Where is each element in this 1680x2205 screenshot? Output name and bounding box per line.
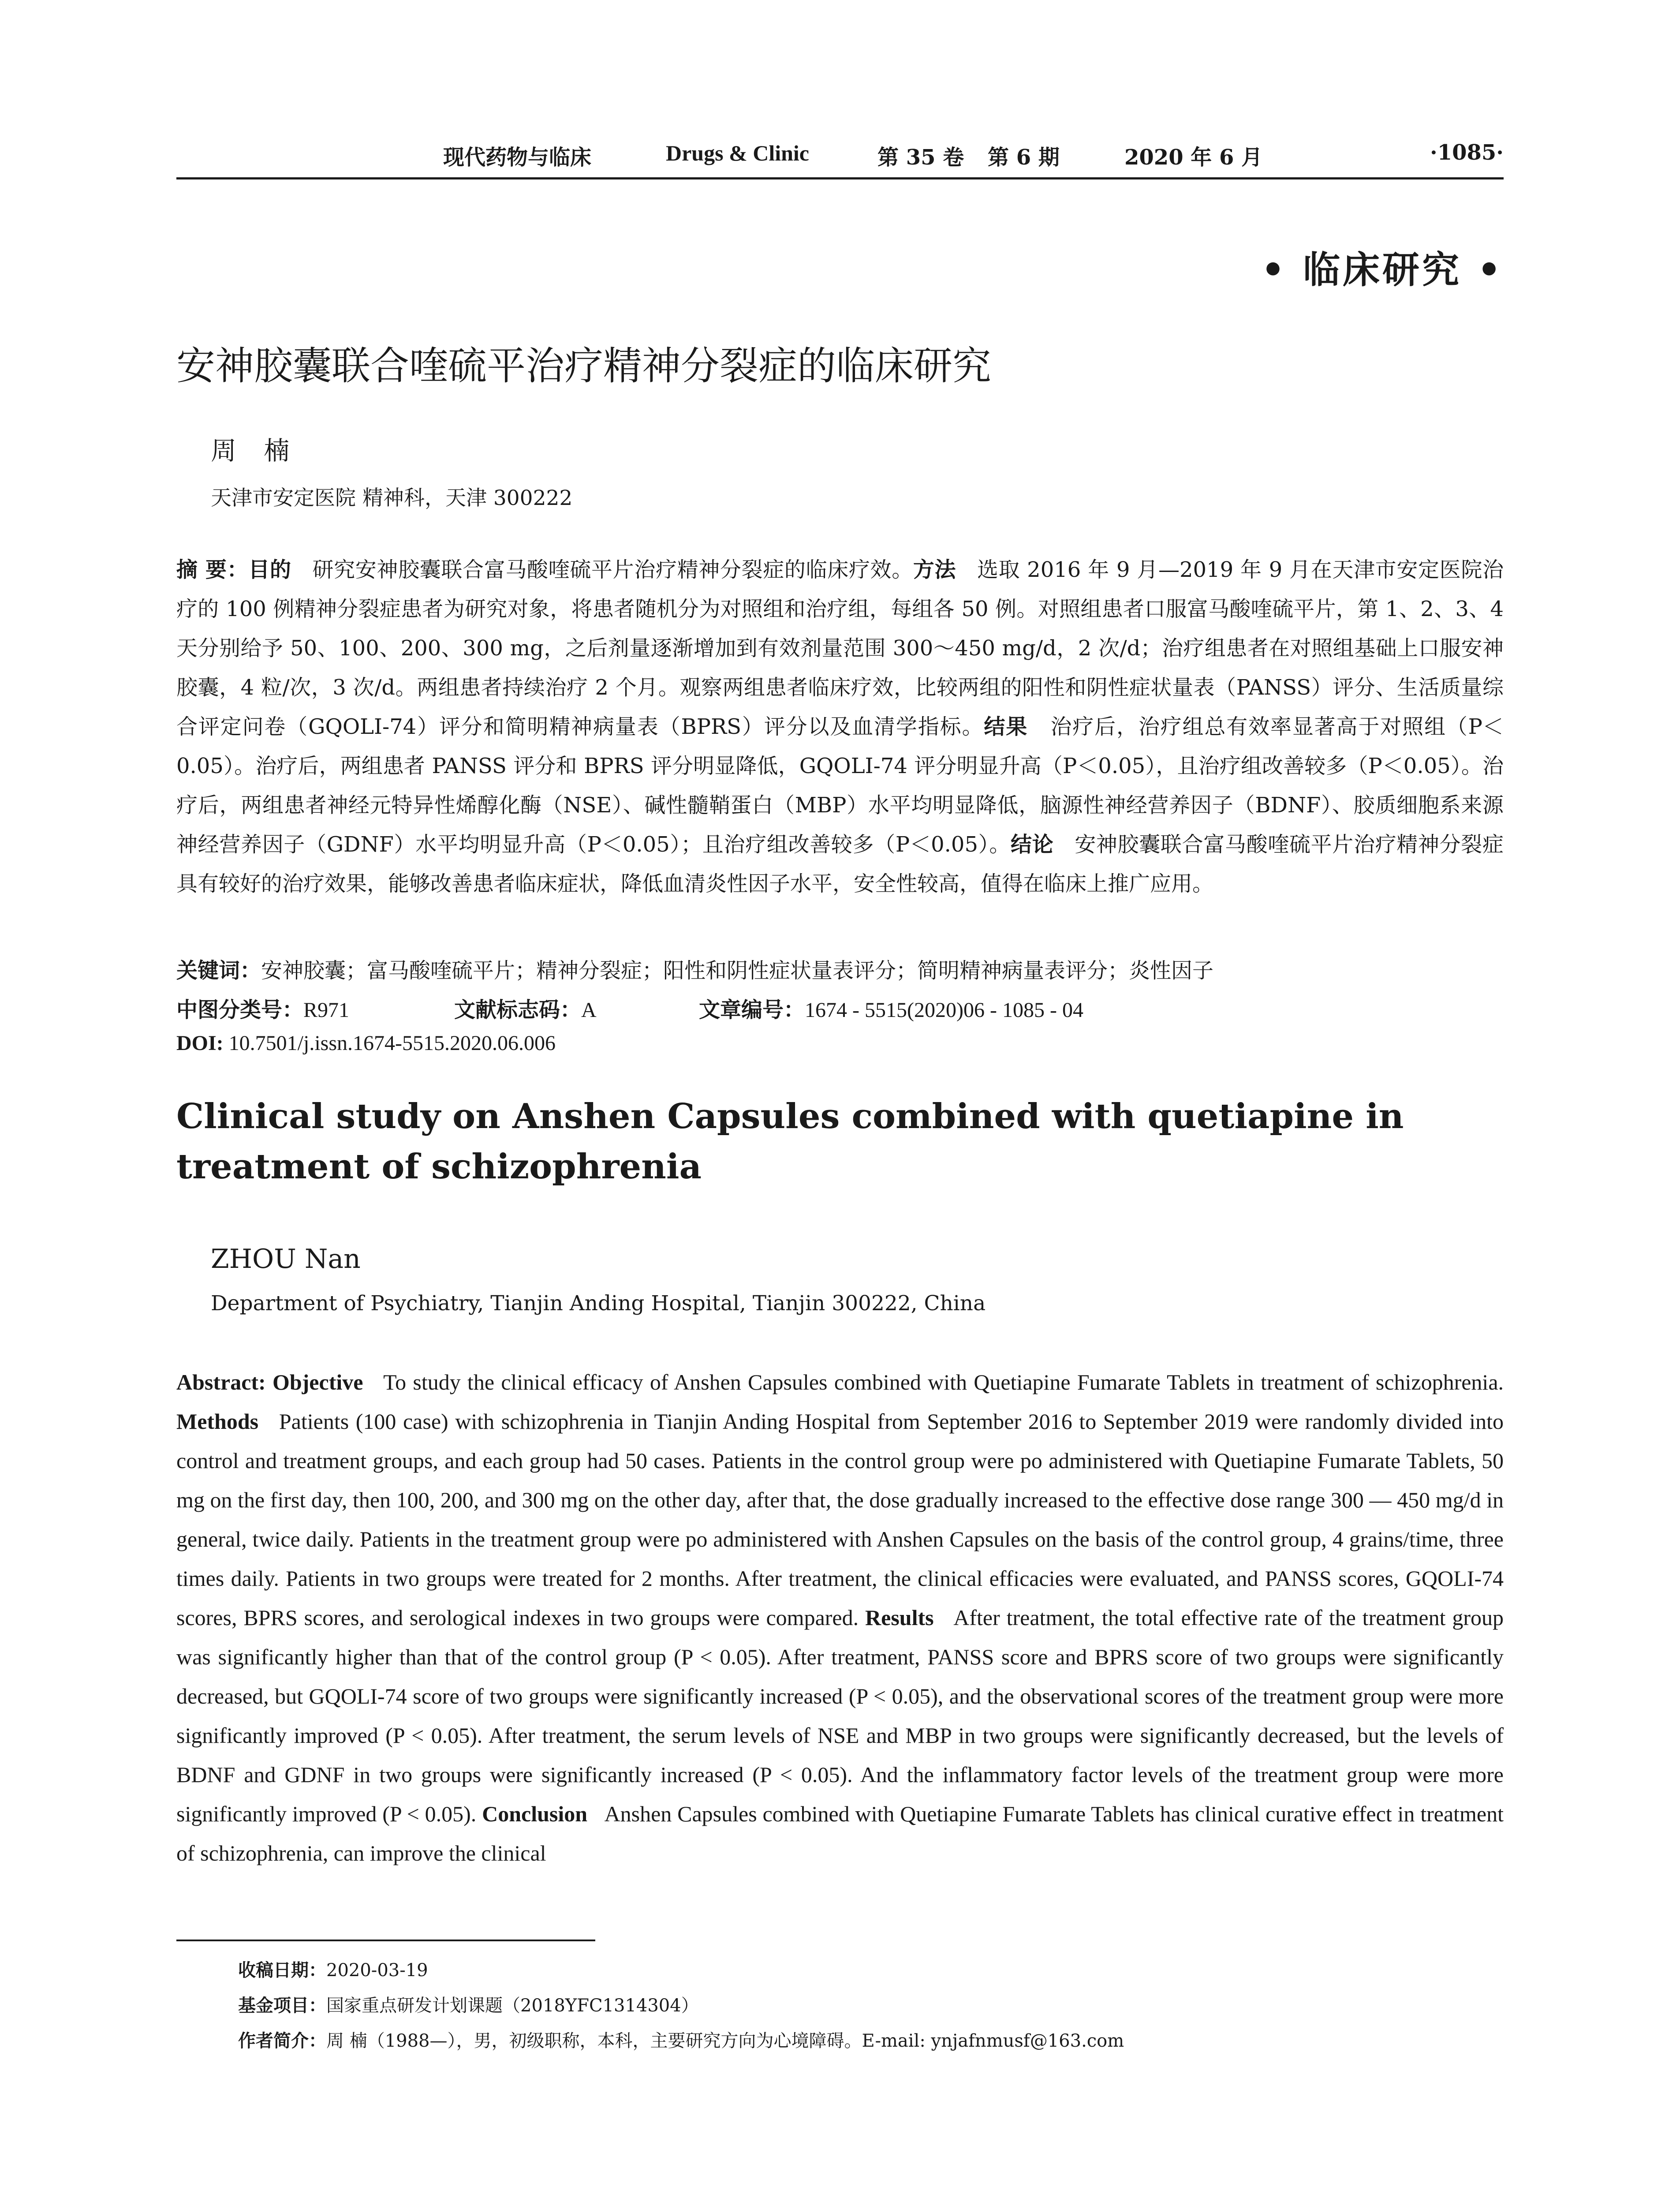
- cn-author: 周 楠: [211, 436, 299, 466]
- footnote-received: 收稿日期：2020-03-19: [238, 1960, 428, 1981]
- doc-code-label: 文献标志码：: [454, 998, 582, 1022]
- page-number: ·1085·: [1430, 140, 1504, 165]
- en-objective-label: Objective: [272, 1370, 363, 1394]
- cn-keywords: [176, 953, 1213, 984]
- volume: 第 35 卷: [877, 145, 964, 170]
- en-conclusion-label: Conclusion: [482, 1801, 588, 1826]
- cn-methods: 选取 2016 年 9 月—2019 年 9 月在天津市安定医院治疗的 100 例精神分裂症患者为研究对象，将患者随机分为对照组和治疗组，每组各 50 例。对照组患者口服富马酸喹硫平片，第 1、2、3、4 天分别给予 50、100、200、300 mg，之后剂量逐渐增加到有效剂量范围 300～450 mg/d，2 次/d；治疗组患者在对照组基础上口服安神胶囊，4 粒/次，3 次/d。两组患者持续治疗 2 个月。观察两组患者临床疗效，比较两组的阳性和阴性症状量表（PANSS）评分、生活质量综合评定问卷（GQOLI-74）评分和简明精神病量表（BPRS）评分以及血清学指标。: [176, 557, 1504, 739]
- en-results-label: Results: [865, 1605, 934, 1630]
- column-label: • 临床研究 •: [1261, 248, 1504, 292]
- article-no-value: 1674 - 5515(2020)06 - 1085 - 04: [805, 998, 1083, 1022]
- cn-classification: [176, 993, 1083, 1023]
- doi-line: [176, 1031, 556, 1055]
- cn-title: 安神胶囊联合喹硫平治疗精神分裂症的临床研究: [176, 343, 992, 389]
- doc-code-value: A: [581, 998, 597, 1022]
- clc-value: R971: [303, 998, 350, 1022]
- cn-objective: 研究安神胶囊联合富马酸喹硫平片治疗精神分裂症的临床疗效。: [312, 557, 913, 582]
- cn-abstract-label: 摘 要：: [176, 557, 249, 582]
- en-methods-label: Methods: [176, 1409, 259, 1434]
- doi-value: 10.7501/j.issn.1674-5515.2020.06.006: [228, 1031, 556, 1055]
- cn-conclusion-label: 结论: [1011, 832, 1054, 857]
- article-no-label: 文章编号：: [699, 998, 805, 1022]
- clc-label: 中图分类号：: [176, 998, 304, 1022]
- en-abstract-label: Abstract:: [176, 1370, 266, 1394]
- issue: 第 6 期: [988, 145, 1060, 170]
- running-header: [176, 140, 1504, 176]
- cn-methods-label: 方法: [913, 557, 956, 582]
- footnote-fund: 基金项目：国家重点研发计划课题（2018YFC1314304）: [238, 1996, 699, 2016]
- journal-name-en: Drugs & Clinic: [666, 141, 809, 165]
- cn-abstract: [176, 550, 1504, 904]
- en-conclusion: Anshen Capsules combined with Quetiapine Fumarate Tablets has clinical curative effect in treatment of schizophrenia, can improve the clinical: [176, 1801, 1504, 1865]
- en-objective: To study the clinical efficacy of Anshen Capsules combined with Quetiapine Fumarate Tablets in treatment of schizophrenia.: [383, 1370, 1504, 1394]
- en-abstract: [176, 1363, 1504, 1873]
- cn-conclusion: 安神胶囊联合富马酸喹硫平片治疗精神分裂症具有较好的治疗效果，能够改善患者临床症状，降低血清炎性因子水平，安全性较高，值得在临床上推广应用。: [176, 832, 1504, 896]
- cn-keywords-label: 关键词：: [176, 958, 261, 983]
- cn-results-label: 结果: [984, 714, 1028, 739]
- en-methods: Patients (100 case) with schizophrenia in Tianjin Anding Hospital from September 2016 to September 2019 were randomly divided into control and treatment groups, and each group had 50 cases. Patients in the control group were po administered with Quetiapine Fumarate Tablets, 50 mg on the first day, then 100, 200, and 300 mg on the other day, after that, the dose gradually increased to the effective dose range 300 — 450 mg/d in general, twice daily. Patients in the treatment group were po administered with Anshen Capsules on the basis of the control group, 4 grains/time, three times daily. Patients in two groups were treated for 2 months. After treatment, the clinical efficacies were evaluated, and PANSS scores, GQOLI-74 scores, BPRS scores, and serological indexes in two groups were compared.: [176, 1409, 1504, 1630]
- en-results: After treatment, the total effective rate of the treatment group was significantly higher than that of the control group (P < 0.05). After treatment, PANSS score and BPRS score of two groups were significantly decreased, but GQOLI-74 score of two groups were significantly increased (P < 0.05), and the observational scores of the treatment group were more significantly improved (P < 0.05). After treatment, the serum levels of NSE and MBP in two groups were significantly decreased, but the levels of BDNF and GDNF in two groups were significantly increased (P < 0.05). And the inflammatory factor levels of the treatment group were more significantly improved (P < 0.05).: [176, 1605, 1504, 1826]
- header-rule: [176, 177, 1504, 179]
- journal-name-cn: 现代药物与临床: [443, 145, 592, 170]
- en-title: Clinical study on Anshen Capsules combined with quetiapine in treatment of schizophrenia: [176, 1096, 1404, 1187]
- footnotes: [238, 1953, 1124, 2059]
- en-author: ZHOU Nan: [211, 1244, 361, 1274]
- cn-keywords-text: 安神胶囊；富马酸喹硫平片；精神分裂症；阳性和阴性症状量表评分；简明精神病量表评分；炎性因子: [261, 958, 1214, 983]
- doi-label: DOI:: [176, 1031, 224, 1055]
- cn-results: 治疗后，治疗组总有效率显著高于对照组（P＜0.05）。治疗后，两组患者 PANSS 评分和 BPRS 评分明显降低，GQOLI-74 评分明显升高（P＜0.05），且治疗组改善较多（P＜0.05）。治疗后，两组患者神经元特异性烯醇化酶（NSE）、碱性髓鞘蛋白（MBP）水平均明显降低，脑源性神经营养因子（BDNF）、胶质细胞系来源神经营养因子（GDNF）水平均明显升高（P＜0.05）；且治疗组改善较多（P＜0.05）。: [176, 714, 1504, 857]
- footnote-rule: [176, 1940, 595, 1941]
- issue-date: 2020 年 6 月: [1124, 145, 1263, 170]
- cn-objective-label: 目的: [248, 557, 291, 582]
- footnote-author-bio: 作者简介：周 楠（1988—），男，初级职称，本科，主要研究方向为心境障碍。E-mail: ynjafnmusf@163.com: [238, 2031, 1124, 2051]
- cn-affiliation: 天津市安定医院 精神科，天津 300222: [211, 486, 573, 510]
- en-affiliation: Department of Psychiatry, Tianjin Anding Hospital, Tianjin 300222, China: [211, 1291, 986, 1316]
